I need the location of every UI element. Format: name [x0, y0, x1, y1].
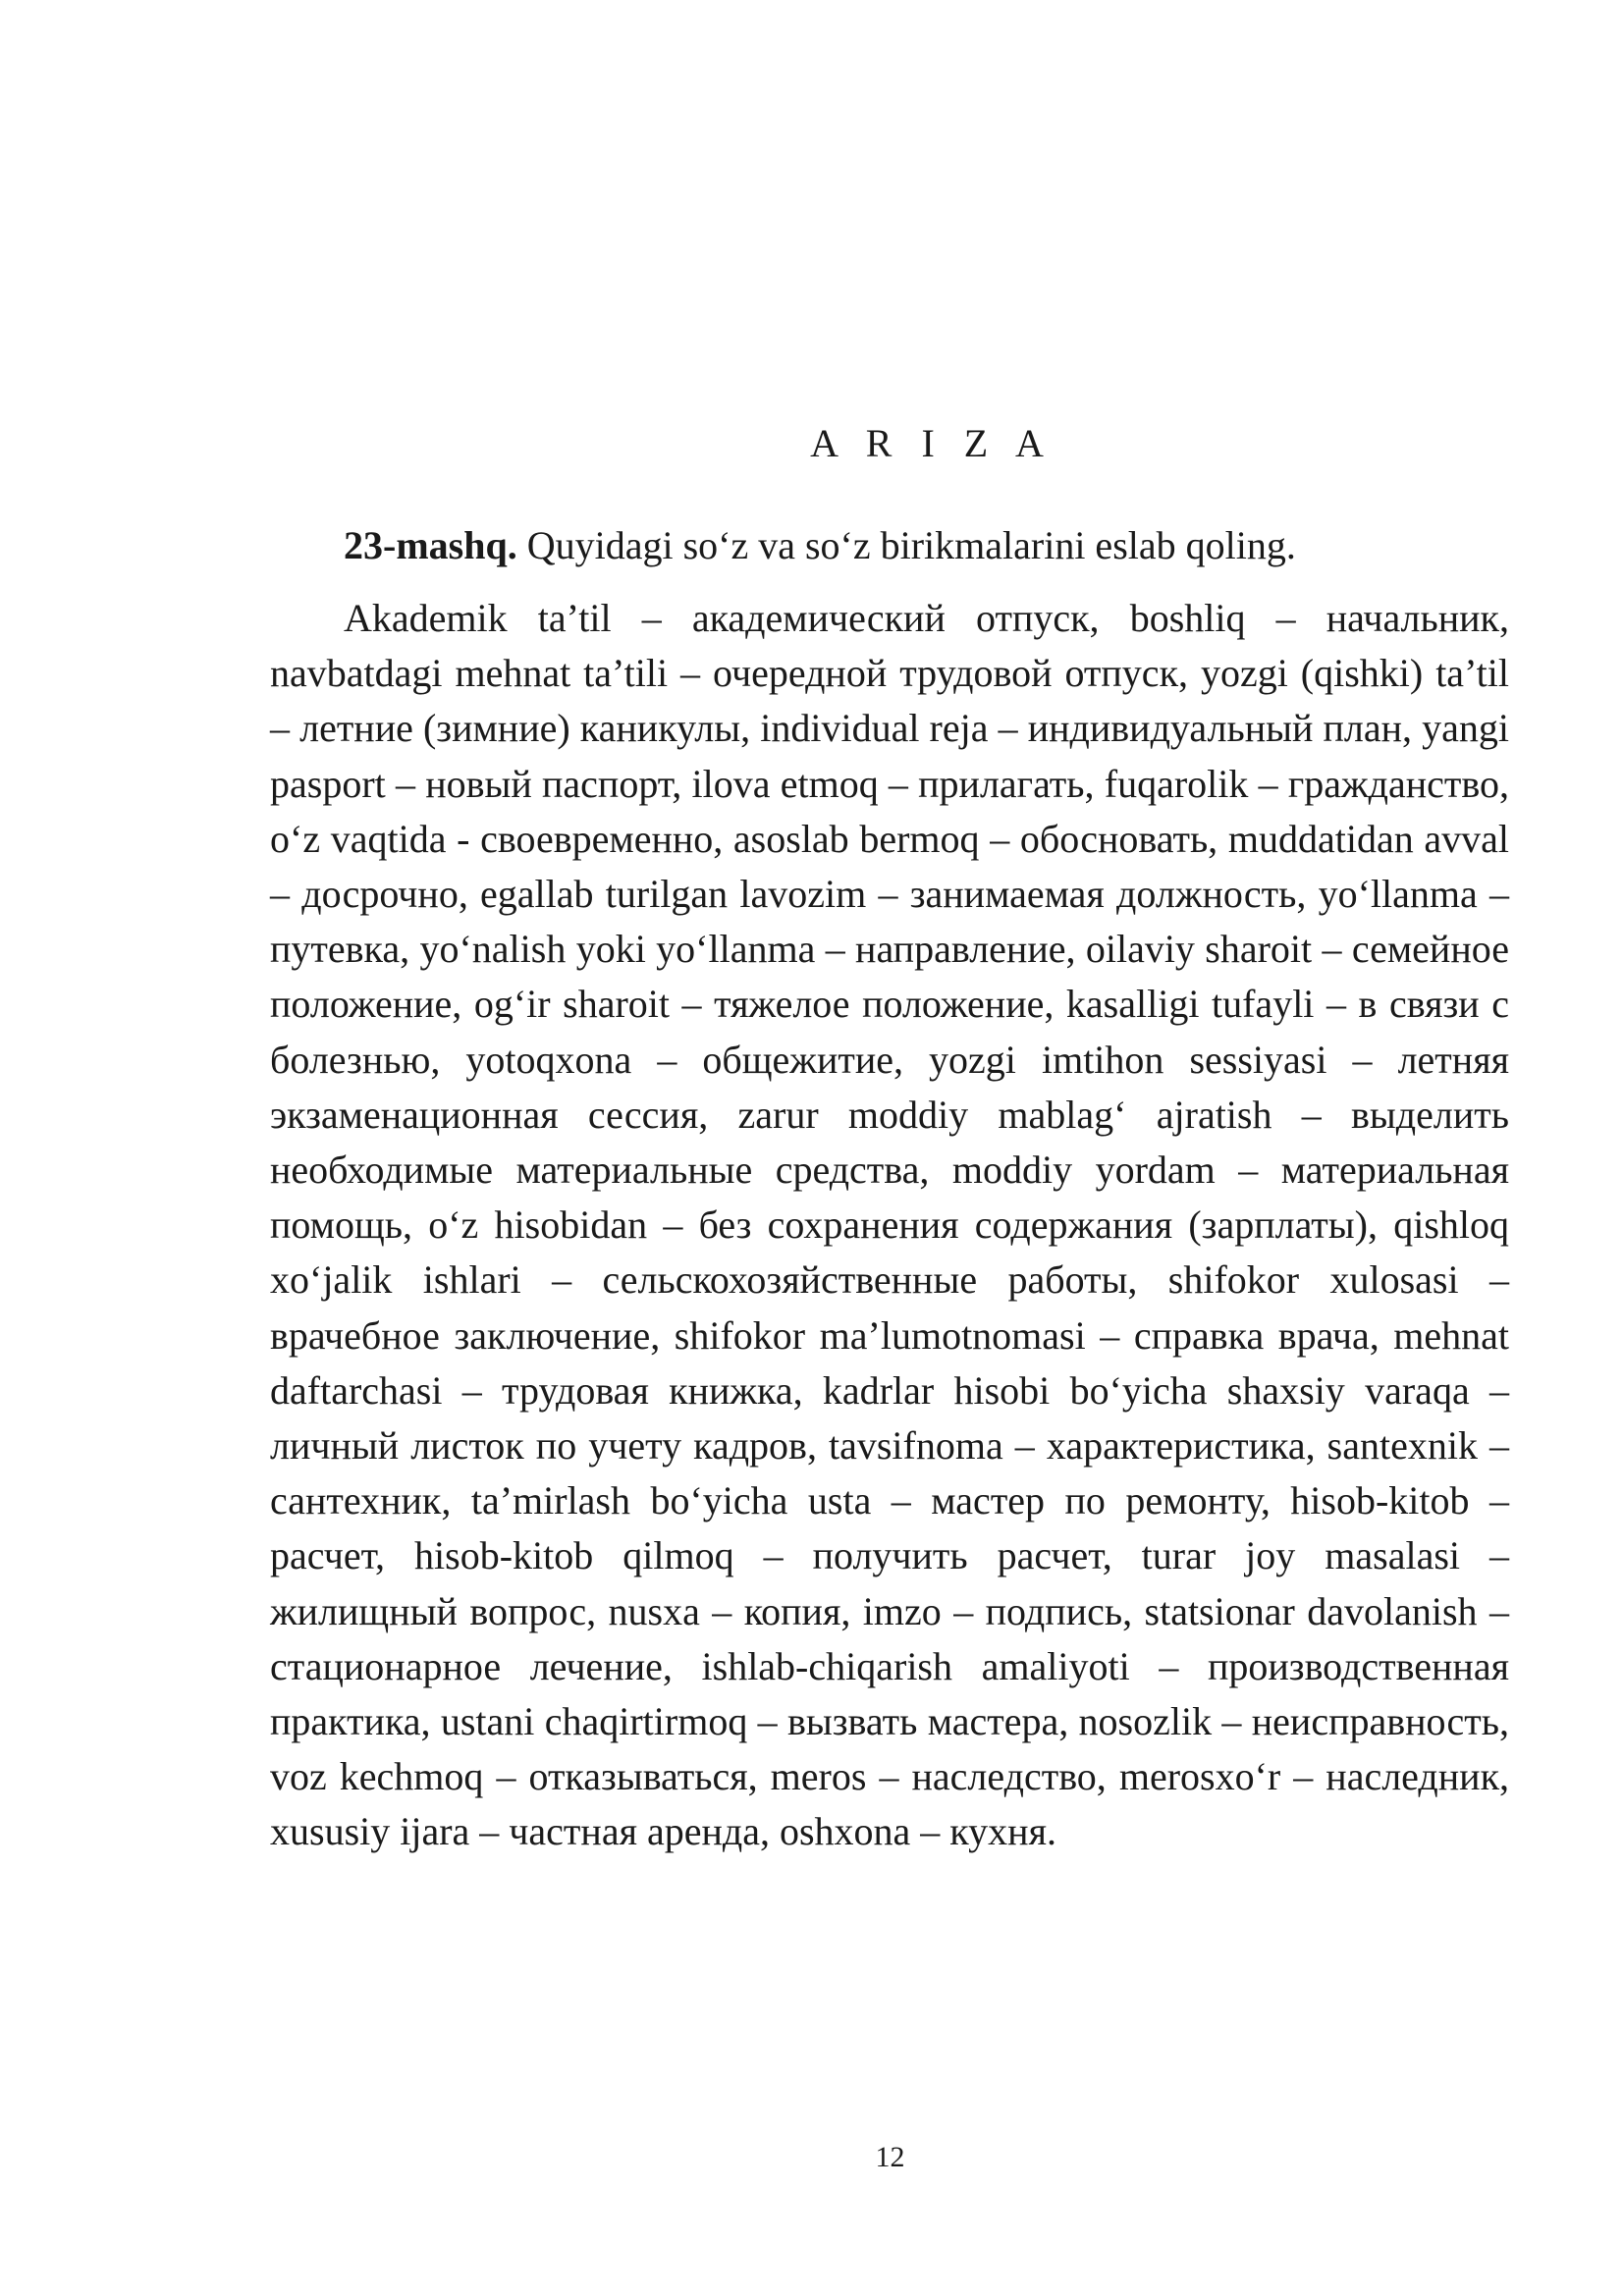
page-number: 12 [875, 2141, 905, 2173]
page-title: A R I Z A [810, 421, 1054, 465]
vocabulary-paragraph: Akademik ta’til – академический отпуск, boshliq – начальник, navbatdagi mehnat ta’tili – очередной трудовой отпуск, yozgi (qishki) ta’til – летние (зимние) каникулы, individual reja – индивидуальный план, yangi pasport – новый паспорт, ilova etmoq – прилагать, fuqarolik – гражданство, o‘z vaqtida - своевременно, asoslab bermoq – обосновать, muddatidan avval – досрочно, egallab turilgan lavozim – занимаемая должность, yo‘llanma – путевка, yo‘nalish yoki yo‘llanma – направление, oilaviy sharoit – семейное положение, og‘ir sharoit – тяжелое положение, kasalligi tufayli – в связи с болезнью, yotoqxona – общежитие, yozgi imtihon sessiyasi – летняя экзаменационная сессия, zarur moddiy mablag‘ ajratish – выделить необходимые материальные средства, moddiy yordam – материальная помощь, o‘z hisobidan – без сохранения содержания (зарплаты), qishloq xo‘jalik ishlari – сельскохозяйственные работы, shifokor xulosasi – врачебное заключение, shifokor ma’lumotnomasi – справка врача, mehnat daftarchasi – трудовая книжка, kadrlar hisobi bo‘yicha shaxsiy varaqa – личный листок по учету кадров, tavsifnoma – характеристика, santexnik – сантехник, ta’mirlash bo‘yicha usta – мастер по ремонту, hisob-kitob – расчет, hisob-kitob qilmoq – получить расчет, turar joy masalasi – жилищный вопрос, nusxa – копия, imzo – подпись, statsionar davolanish – стационарное лечение, ishlab-chiqarish amaliyoti – производственная практика, ustani chaqirtirmoq – вызвать мастера, nosozlik – неисправность, voz kechmoq – отказываться, meros – наследство, merosxo‘r – наследник, xususiy ijara – частная аренда, oshxona – кухня. [270, 596, 1509, 1854]
exercise-instruction: Quyidagi so‘z va so‘z birikmalarini eslab qoling. [516, 523, 1296, 567]
exercise-heading [344, 518, 1522, 573]
exercise-number: 23-mashq. [344, 523, 517, 567]
